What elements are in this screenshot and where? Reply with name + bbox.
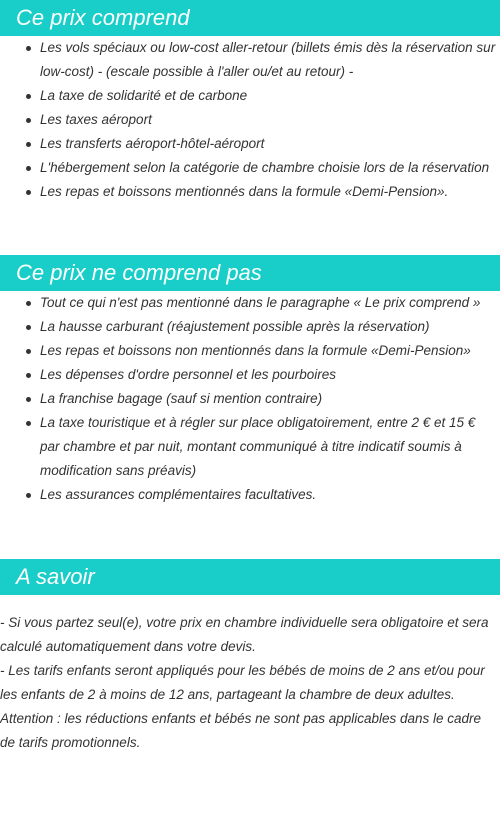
list-item: Les repas et boissons non mentionnés dans la formule «Demi-Pension» (0, 339, 500, 363)
list-item: Les transferts aéroport-hôtel-aéroport (0, 132, 500, 156)
section-title-price-excludes: Ce prix ne comprend pas (0, 255, 500, 291)
list-item: La taxe de solidarité et de carbone (0, 84, 500, 108)
list-item: La franchise bagage (sauf si mention contraire) (0, 387, 500, 411)
list-item: La hausse carburant (réajustement possible après la réservation) (0, 315, 500, 339)
paragraph: - Les tarifs enfants seront appliqués pour les bébés de moins de 2 ans et/ou pour les enfants de 2 à moins de 12 ans, partageant la chambre de deux adultes. (0, 663, 485, 702)
list-item: Les dépenses d'ordre personnel et les pourboires (0, 363, 500, 387)
section-good-to-know (0, 559, 500, 755)
list-item: L'hébergement selon la catégorie de chambre choisie lors de la réservation (0, 156, 500, 180)
list-item: Les vols spéciaux ou low-cost aller-retour (billets émis dès la réservation sur low-cost) - (escale possible à l'aller ou/et au retour) - (0, 36, 500, 84)
price-excludes-list (0, 291, 500, 507)
list-item: La taxe touristique et à régler sur place obligatoirement, entre 2 € et 15 € par chambre et par nuit, montant communiqué à titre indicatif soumis à modification sans préavis) (0, 411, 500, 483)
paragraph: Attention : les réductions enfants et bébés ne sont pas applicables dans le cadre de tarifs promotionnels. (0, 711, 482, 750)
list-item: Les taxes aéroport (0, 108, 500, 132)
good-to-know-text (0, 611, 500, 755)
list-item: Les assurances complémentaires facultatives. (0, 483, 500, 507)
paragraph: - Si vous partez seul(e), votre prix en chambre individuelle sera obligatoire et sera calculé automatiquement dans votre devis. (0, 615, 489, 654)
list-item: Les repas et boissons mentionnés dans la formule «Demi-Pension». (0, 180, 500, 204)
section-price-includes (0, 0, 500, 204)
price-includes-list (0, 36, 500, 204)
list-item: Tout ce qui n'est pas mentionné dans le paragraphe « Le prix comprend » (0, 291, 500, 315)
section-title-good-to-know: A savoir (0, 559, 500, 595)
section-title-price-includes: Ce prix comprend (0, 0, 500, 36)
section-price-excludes (0, 255, 500, 507)
